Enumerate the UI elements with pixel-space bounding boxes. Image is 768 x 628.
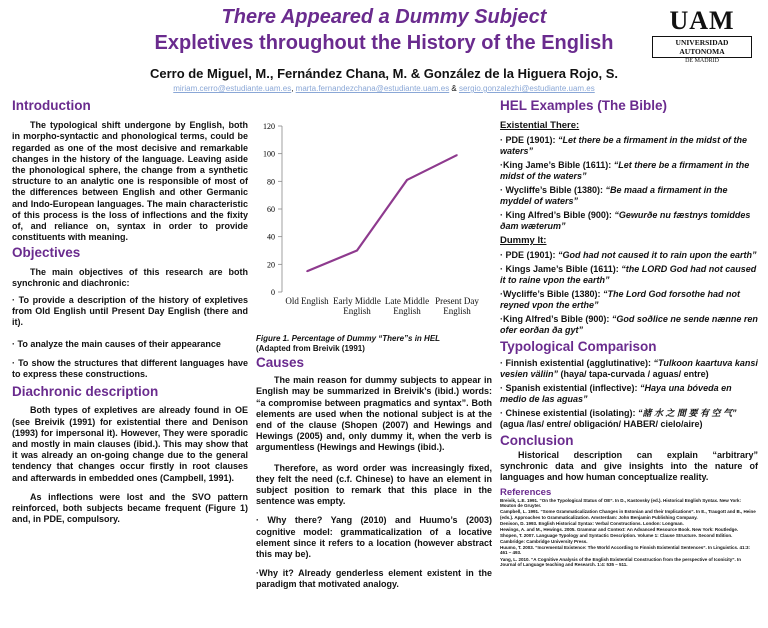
x-category-label bbox=[379, 296, 435, 330]
diachronic-p2: As inflections were lost and the SVO pattern reinforced, both subjects became frequent (Figure 1) and, in PDE, compulsory. bbox=[12, 491, 248, 525]
causes-heading: Causes bbox=[256, 355, 305, 370]
figure-caption-title: Figure 1. Percentage of Dummy “There”s in HEL bbox=[256, 334, 441, 343]
logo-mark: UAM bbox=[669, 6, 735, 35]
diachronic-heading: Diachronic description bbox=[12, 384, 159, 400]
objective-item: · To analyze the main causes of their appearance bbox=[12, 338, 221, 349]
x-category-text: Early Middle English bbox=[333, 296, 381, 316]
right-column bbox=[500, 98, 758, 568]
typological-example: · Chinese existential (isolating): “諸 水 之 間 要 有 空 气” (agua /las/ entre/ obligación/ HABER/ cielo/aire) bbox=[500, 408, 737, 429]
references-heading: References bbox=[500, 486, 552, 498]
figure-1-chart bbox=[252, 118, 488, 336]
existential-example: · Wycliffe’s Bible (1380): “Be maad a firmament in the myddel of waters” bbox=[500, 185, 728, 206]
diachronic-p1: Both types of expletives are already found in OE (see Breivik (1991) for existential there and Denison (1993) for impersonal it). However, They were sporadic and mostly in main clauses (ibid.). This may show that it was already an on-going change due to the general tendency that changes occur firstly in root clauses and afterwards in embedded ones (Campbell, 1991). bbox=[12, 405, 248, 483]
hel-heading: HEL Examples (The Bible) bbox=[500, 98, 668, 113]
objective-item: · To show the structures that different languages have to express these constructions. bbox=[12, 357, 248, 380]
reference-item: Campbell, L. 1991. “Some Grammaticalization Changes in Estonian and their Implications”. In E., Traugott and B., Heine (eds.). Approaches to Grammaticalization. Amsterdam: John Benjamin Publishing Company. bbox=[500, 509, 756, 520]
series-line bbox=[307, 155, 457, 271]
objective-item: · To provide a description of the history of expletives from Old English until Present Day English (there and it). bbox=[12, 295, 248, 328]
line-chart bbox=[252, 118, 488, 330]
y-tick-label: 120 bbox=[263, 122, 275, 131]
reference-item: Denison, D. 1993. English Historical Syntax: Verbal Constructions. London: Longman. bbox=[500, 520, 684, 526]
causes-p4: ·Why it? Already genderless element existent in the paradigm that motivated analogy. bbox=[256, 568, 492, 590]
figure-caption-source: (Adapted from Breivik (1991) bbox=[256, 343, 365, 353]
objectives-intro: The main objectives of this research are both synchronic and diachronic: bbox=[12, 266, 248, 288]
objectives-heading: Objectives bbox=[12, 245, 81, 261]
x-category-text: Present Day English bbox=[435, 296, 479, 316]
y-tick-label: 0 bbox=[271, 288, 275, 297]
typological-example: · Spanish existential (inflective): “Haya una bóveda en medio de las aguas” bbox=[500, 383, 732, 404]
conclusion-text: Historical description can explain “arbitrary” synchronic data and give insights into the nature of languages and how human conceptualize reality. bbox=[500, 450, 758, 483]
reference-item: Huumo, T. 2003. “Incremental Existence: The World According to Finnish Existential Sentences”. In Linguistics. 41:3: 461 – 493. bbox=[500, 544, 751, 556]
dummy-example: · PDE (1901): “God had not caused it to rain upon the earth” bbox=[500, 250, 757, 260]
reference-item: Yang, L. 2010. “A Cognitive Analysis of the English Existential Construction from the perspective of Iconicity”. In Journal of Language teaching and Research. 1:4: 535 – 511. bbox=[500, 556, 741, 568]
data-point bbox=[456, 154, 458, 156]
y-tick-label: 60 bbox=[267, 205, 275, 214]
causes-p1: The main reason for dummy subjects to appear in English may be summarized in Breivik’s (ibid.) words: “a compromise between pragmatics and syntax”. Both elements are used when the notional subject is at the end of the clause (Shopen (2007) and Hewings and Hewings (2005) and, only dummy it, when the verb is argumentless (Hewings and Hewings (ibid.). bbox=[256, 375, 492, 453]
existential-example: · King Alfred’s Bible (900): “Gewurðe nu fæstnys tomiddes ðam wæterum” bbox=[500, 210, 751, 231]
poster-title-line1: There Appeared a Dummy Subject bbox=[221, 6, 547, 28]
existential-example: ·King Jame’s Bible (1611): “Let there be a firmament in the midst of the waters” bbox=[500, 160, 750, 181]
typological-example: · Finnish existential (agglutinative): “Tulkoon kaartuva kansi vesien väliin” (haya/ tapa-curvada / aguas/ entre) bbox=[500, 358, 758, 379]
causes-p3: · Why there? Yang (2010) and Huumo’s (2003) cognitive model: grammaticalization of a locative element since it refers to a location (however abstract this may be). bbox=[256, 515, 492, 560]
middle-column bbox=[256, 357, 492, 595]
causes-p2: Therefore, as word order was increasingly fixed, they felt the need (c.f. Chinese) to have an element in subject position to remark that this place in the sentence was empty. bbox=[256, 462, 492, 507]
university-logo bbox=[648, 8, 756, 66]
x-category-label bbox=[429, 296, 485, 330]
references-list bbox=[500, 498, 758, 568]
reference-item: Hewings, A. and M., Hewings. 2005. Grammar and Context: An Advanced Resource Book. New York: Routledge. bbox=[500, 527, 739, 533]
existential-examples bbox=[500, 135, 758, 232]
introduction-text: The typological shift undergone by English, both in morpho-syntactic and phonological terms, could be regarded as one of the most decisive and remarkable changes in the history of the language. Leaving aside the phonological sphere, the change from a synthetic structure to an analytic one is responsible of most of the differences between English and other Germanic and Indo-European languages. The main characteristic of this process is the loss of inflections and the fixity of, and reliance on, syntax in order to provide constituents with meaning. bbox=[12, 120, 248, 243]
typological-heading: Typological Comparison bbox=[500, 339, 657, 354]
x-category-label bbox=[279, 296, 335, 330]
left-column bbox=[12, 100, 248, 530]
author-emails: miriam.cerro@estudiante.uam.es, marta.fernandezchana@estudiante.uam.es & sergio.gonzalezhi@estudiante.uam.es bbox=[173, 84, 595, 93]
data-point bbox=[306, 270, 308, 272]
reference-item: Breivik, L.E. 1991. “On the Typological Status of OE”. In D., Kastovsky (ed.). Historical English Syntax. New York: Mouton de Gruyter. bbox=[500, 497, 742, 509]
y-tick-label: 100 bbox=[263, 149, 275, 159]
typological-examples bbox=[500, 358, 758, 430]
dummy-label: Dummy It: bbox=[500, 235, 547, 246]
logo-name: UNIVERSIDAD AUTONOMA bbox=[652, 36, 752, 58]
email-link-3[interactable]: sergio.gonzalezhi@estudiante.uam.es bbox=[458, 84, 595, 93]
x-category-label bbox=[329, 296, 385, 330]
existential-label: Existential There: bbox=[500, 120, 580, 131]
introduction-heading: Introduction bbox=[12, 98, 91, 113]
dummy-examples bbox=[500, 250, 758, 336]
poster-title-line2: Expletives throughout the History of the English bbox=[154, 32, 614, 54]
dummy-example: ·Wycliffe’s Bible (1380): “The Lord God forsothe had not reyned vpon the erthe” bbox=[500, 289, 741, 310]
y-tick-label: 40 bbox=[267, 232, 275, 242]
existential-example: · PDE (1901): “Let there be a firmament in the midst of the waters” bbox=[500, 135, 748, 156]
reference-item: Shopen, T. 2007. Language Typology and Syntactic Description. Volume 1: Clause Structure. Second Edition. Cambridge: Cambridge University Press. bbox=[500, 533, 733, 544]
y-tick-label: 20 bbox=[267, 260, 275, 270]
x-category-text: Late Middle English bbox=[384, 296, 430, 316]
data-point bbox=[406, 179, 408, 181]
y-tick-label: 80 bbox=[267, 177, 275, 187]
data-point bbox=[356, 250, 358, 252]
email-link-2[interactable]: marta.fernandezchana@estudiante.uam.es bbox=[295, 84, 450, 93]
authors: Cerro de Miguel, M., Fernández Chana, M. & González de la Higuera Rojo, S. bbox=[149, 66, 619, 81]
x-category-text: Old English bbox=[285, 296, 329, 306]
dummy-example: ·King Alfred’s Bible (900): “God soðlice ne sende nænne ren ofer eorðan ða gyt” bbox=[500, 314, 758, 335]
figure-caption bbox=[256, 334, 492, 353]
conclusion-heading: Conclusion bbox=[500, 433, 574, 448]
dummy-example: · Kings Jame’s Bible (1611): “the LORD God had not caused it to raine vpon the earth” bbox=[500, 264, 757, 285]
logo-sub: DE MADRID bbox=[685, 58, 719, 64]
email-link-1[interactable]: miriam.cerro@estudiante.uam.es bbox=[173, 84, 292, 93]
